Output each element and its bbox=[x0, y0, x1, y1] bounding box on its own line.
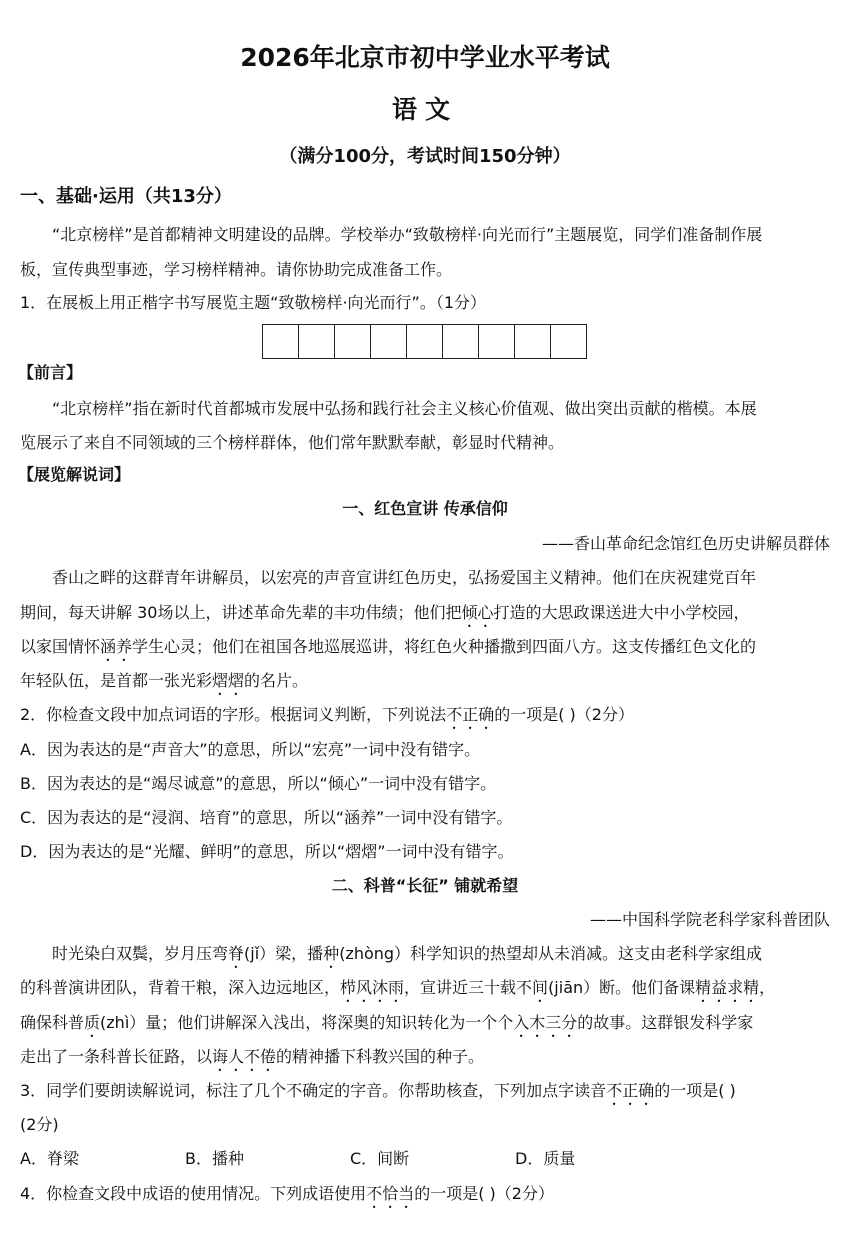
question-3: 3．同学们要朗读解说词，标注了几个不确定的字音。你帮助核查，下列加点字读音不正确的一项是( ) bbox=[20, 1081, 736, 1100]
part2-para-line-1: 时光染白双鬓，岁月压弯脊(jǐ）梁，播种(zhòng）科学知识的热望却从未消减。这支由老科学家组成 bbox=[52, 944, 763, 963]
q2-option-c[interactable]: C．因为表达的是“浸润、培育”的意思，所以“涵养”一词中没有错字。 bbox=[20, 808, 513, 827]
dotted-char: 脊 bbox=[228, 944, 245, 963]
dotted-word: 不正确 bbox=[446, 705, 495, 724]
writing-cell[interactable] bbox=[263, 325, 299, 358]
dotted-idiom: 诲人不倦 bbox=[212, 1047, 277, 1066]
writing-cell[interactable] bbox=[551, 325, 586, 358]
preface-line-1: “北京榜样”指在新时代首都城市发展中弘扬和践行社会主义核心价值观、做出突出贡献的楷模。本展 bbox=[52, 399, 757, 418]
q2-option-a[interactable]: A．因为表达的是“声音大”的意思，所以“宏亮”一词中没有错字。 bbox=[20, 740, 481, 759]
part1-para-line-2: 期间，每天讲解 30场以上，讲述革命先辈的丰功伟绩；他们把倾心打造的大思政课送进大中小学校园， bbox=[20, 603, 750, 622]
writing-cell[interactable] bbox=[371, 325, 407, 358]
question-3-score: (2分) bbox=[20, 1115, 59, 1134]
q3-option-a[interactable]: A．脊梁 bbox=[20, 1149, 79, 1168]
preface-line-2: 览展示了来自不同领域的三个榜样群体，他们常年默默奉献，彰显时代精神。 bbox=[20, 433, 565, 452]
question-2: 2．你检查文段中加点词语的字形。根据词义判断，下列说法不正确的一项是( )（2分） bbox=[20, 705, 634, 724]
dotted-word: 不正确 bbox=[606, 1081, 655, 1100]
dotted-word: 熠熠 bbox=[212, 671, 245, 690]
part1-para-line-3: 以家国情怀涵养学生心灵；他们在祖国各地巡展巡讲，将红色火种播撒到四面八方。这支传播红色文化的 bbox=[20, 637, 757, 656]
dotted-idiom: 精益求精 bbox=[695, 978, 760, 997]
q3-option-d[interactable]: D．质量 bbox=[515, 1149, 576, 1168]
part2-title: 二、科普“长征” 铺就希望 bbox=[331, 876, 519, 895]
part1-para-line-1: 香山之畔的这群青年讲解员，以宏亮的声音宣讲红色历史，弘扬爱国主义精神。他们在庆祝建党百年 bbox=[52, 568, 757, 587]
section-heading: 一、基础·运用（共13分） bbox=[20, 186, 232, 207]
exam-note: （满分100分，考试时间150分钟） bbox=[279, 146, 571, 167]
part2-para-line-4: 走出了一条科普长征路，以诲人不倦的精神播下科教兴国的种子。 bbox=[20, 1047, 485, 1066]
dotted-char: 间 bbox=[532, 978, 549, 997]
writing-cell[interactable] bbox=[443, 325, 479, 358]
intro-line-1: “北京榜样”是首都精神文明建设的品牌。学校举办“致敬榜样·向光而行”主题展览，同学们准备制作展 bbox=[52, 225, 763, 244]
exam-title: 2026年北京市初中学业水平考试 bbox=[240, 43, 610, 72]
writing-cell[interactable] bbox=[407, 325, 443, 358]
dotted-idiom: 栉风沐雨 bbox=[340, 978, 405, 997]
q2-option-d[interactable]: D．因为表达的是“光耀、鲜明”的意思，所以“熠熠”一词中没有错字。 bbox=[20, 842, 514, 861]
q3-option-b[interactable]: B．播种 bbox=[185, 1149, 244, 1168]
part2-byline: ——中国科学院老科学家科普团队 bbox=[589, 910, 830, 929]
writing-grid[interactable] bbox=[262, 324, 587, 359]
intro-line-2: 板，宣传典型事迹，学习榜样精神。请你协助完成准备工作。 bbox=[20, 260, 453, 279]
exhibit-label: 【展览解说词】 bbox=[18, 465, 131, 484]
dotted-char: 种 bbox=[323, 944, 340, 963]
question-4: 4．你检查文段中成语的使用情况。下列成语使用不恰当的一项是( )（2分） bbox=[20, 1184, 554, 1203]
part1-para-line-4: 年轻队伍，是首都一张光彩熠熠的名片。 bbox=[20, 671, 309, 690]
part1-title: 一、红色宣讲 传承信仰 bbox=[342, 499, 508, 518]
writing-cell[interactable] bbox=[335, 325, 371, 358]
q2-option-b[interactable]: B．因为表达的是“竭尽诚意”的意思，所以“倾心”一词中没有错字。 bbox=[20, 774, 497, 793]
q3-option-c[interactable]: C．间断 bbox=[350, 1149, 410, 1168]
part2-para-line-2: 的科普演讲团队，背着干粮，深入边远地区，栉风沐雨，宣讲近三十载不间(jiān）断。他们备课精益求精， bbox=[20, 978, 776, 997]
writing-cell[interactable] bbox=[479, 325, 515, 358]
subject-title: 语文 bbox=[391, 95, 458, 124]
part2-para-line-3: 确保科普质(zhì）量；他们讲解深入浅出，将深奥的知识转化为一个个入木三分的故事。这群银发科学家 bbox=[20, 1013, 754, 1032]
part1-byline: ——香山革命纪念馆红色历史讲解员群体 bbox=[541, 534, 830, 553]
dotted-word: 不恰当 bbox=[366, 1184, 415, 1203]
writing-cell[interactable] bbox=[515, 325, 551, 358]
dotted-word: 涵养 bbox=[100, 637, 133, 656]
dotted-char: 质 bbox=[84, 1013, 101, 1032]
writing-cell[interactable] bbox=[299, 325, 335, 358]
question-1: 1．在展板上用正楷字书写展览主题“致敬榜样·向光而行”。（1分） bbox=[20, 293, 487, 312]
preface-label: 【前言】 bbox=[18, 363, 83, 382]
dotted-idiom: 入木三分 bbox=[513, 1013, 578, 1032]
dotted-word: 倾心 bbox=[461, 603, 494, 622]
